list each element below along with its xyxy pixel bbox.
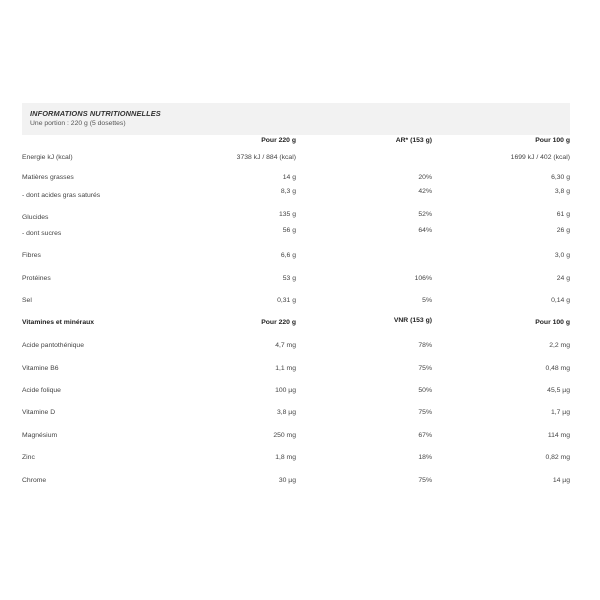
table-title: INFORMATIONS NUTRITIONNELLES <box>30 109 161 118</box>
column-header-ar: AR* (153 g) <box>395 137 432 144</box>
row-value-serving: 6,6 g <box>280 252 296 259</box>
row-value-serving: 3738 kJ / 884 (kcal) <box>236 154 296 161</box>
row-value-100g: 45,5 µg <box>547 387 570 394</box>
column-header-per-serving: Pour 220 g <box>261 137 296 144</box>
row-value-ar: 106% <box>414 275 432 282</box>
row-label: Acide pantothénique <box>22 342 84 349</box>
table-row <box>22 454 570 466</box>
row-value-100g: 3,0 g <box>554 252 570 259</box>
row-value-100g: 0,14 g <box>551 297 570 304</box>
row-value-vnr: 75% <box>418 409 432 416</box>
row-value-100g: 1,7 µg <box>550 409 570 416</box>
column-header-per-100g: Pour 100 g <box>535 319 570 326</box>
row-label: Magnésium <box>22 432 58 439</box>
row-value-vnr: 50% <box>418 387 432 394</box>
table-row <box>22 174 570 186</box>
row-value-serving: 135 g <box>278 211 296 218</box>
table-row <box>22 229 570 241</box>
nutrition-table <box>22 103 570 484</box>
row-value-100g: 1699 kJ / 402 (kcal) <box>510 154 570 161</box>
row-value-serving: 4,7 mg <box>275 342 296 349</box>
row-value-ar: 5% <box>422 297 432 304</box>
row-value-serving: 53 g <box>282 275 296 282</box>
table-row <box>22 365 570 377</box>
column-header-vnr: VNR (153 g) <box>393 317 432 324</box>
row-value-100g: 26 g <box>556 227 570 234</box>
row-value-100g: 2,2 mg <box>549 342 570 349</box>
row-label: - dont sucres <box>22 230 62 237</box>
table-row <box>22 432 570 444</box>
row-value-100g: 24 g <box>556 275 570 282</box>
row-value-serving: 30 µg <box>278 477 296 484</box>
nutrition-header <box>22 103 570 135</box>
row-value-100g: 6,30 g <box>551 174 570 181</box>
row-value-ar: 20% <box>418 174 432 181</box>
row-label: Glucides <box>22 214 49 221</box>
row-value-serving: 1,8 mg <box>275 454 296 461</box>
vitamins-section-title: Vitamines et minéraux <box>22 319 95 326</box>
row-value-ar: 64% <box>418 227 432 234</box>
row-value-serving: 14 g <box>282 174 296 181</box>
row-label: Vitamine D <box>22 409 56 416</box>
row-label: Acide folique <box>22 387 61 394</box>
column-header-row <box>22 137 570 149</box>
row-value-ar: 42% <box>418 188 432 195</box>
row-label: - dont acides gras saturés <box>22 192 101 199</box>
row-label: Chrome <box>22 477 47 484</box>
row-label: Fibres <box>22 252 41 259</box>
table-row <box>22 252 570 264</box>
row-value-vnr: 78% <box>418 342 432 349</box>
vitamins-header-row <box>22 319 570 331</box>
row-label: Sel <box>22 297 32 304</box>
row-value-serving: 56 g <box>282 227 296 234</box>
table-row <box>22 190 570 202</box>
row-label: Energie kJ (kcal) <box>22 154 73 161</box>
column-header-per-100g: Pour 100 g <box>535 137 570 144</box>
row-label: Zinc <box>22 454 35 461</box>
row-value-vnr: 67% <box>418 432 432 439</box>
row-label: Vitamine B6 <box>22 365 59 372</box>
row-label: Matières grasses <box>22 174 74 181</box>
row-value-100g: 3,8 g <box>554 188 570 195</box>
row-value-100g: 0,48 mg <box>545 365 570 372</box>
table-row <box>22 387 570 399</box>
table-row <box>22 477 570 489</box>
table-row <box>22 154 570 166</box>
row-value-serving: 8,3 g <box>280 188 296 195</box>
row-value-vnr: 75% <box>418 365 432 372</box>
row-value-100g: 0,82 mg <box>545 454 570 461</box>
row-label: Protéines <box>22 275 51 282</box>
row-value-100g: 14 µg <box>552 477 570 484</box>
row-value-serving: 100 µg <box>275 387 296 394</box>
row-value-serving: 3,8 µg <box>276 409 296 416</box>
row-value-100g: 114 mg <box>547 432 570 439</box>
row-value-vnr: 18% <box>418 454 432 461</box>
row-value-serving: 1,1 mg <box>275 365 296 372</box>
row-value-ar: 52% <box>418 211 432 218</box>
table-row <box>22 342 570 354</box>
column-header-per-serving: Pour 220 g <box>261 319 296 326</box>
table-row <box>22 297 570 309</box>
table-row <box>22 275 570 287</box>
table-row <box>22 213 570 225</box>
serving-size: Une portion : 220 g (5 dosettes) <box>30 120 126 127</box>
table-row <box>22 409 570 421</box>
row-value-serving: 0,31 g <box>277 297 296 304</box>
row-value-serving: 250 mg <box>273 432 296 439</box>
row-value-100g: 61 g <box>556 211 570 218</box>
row-value-vnr: 75% <box>418 477 432 484</box>
